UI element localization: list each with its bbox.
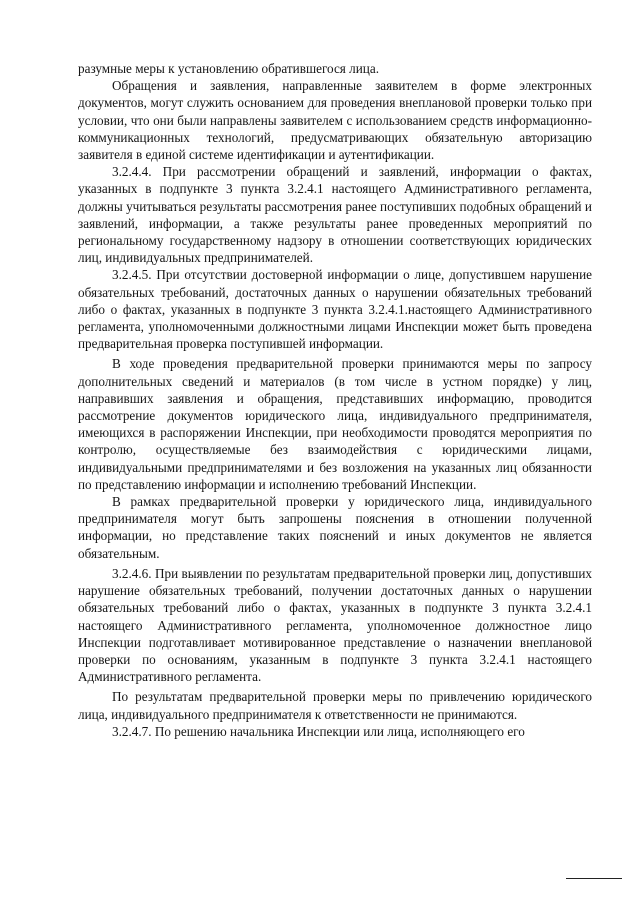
paragraph-preliminary-check-measures: В ходе проведения предварительной проверки принимаются меры по запросу дополнительных сведений и материалов (в том числе в устном порядке) у лиц, направивших заявления и обращения, представивших информацию, проводится рассмотрение документов юридического лица, индивидуального предпринимателя, имеющихся в распоряжении Инспекции, при необходимости проводятся мероприятия по контролю, осуществляемые без взаимодействия с юридическими лицами, индивидуальными предпринимателями и без возложения на указанных лиц обязанности по представлению информации и исполнению требований Инспекции. [78, 356, 592, 492]
paragraph-3-2-4-5: 3.2.4.5. При отсутствии достоверной информации о лице, допустившем нарушение обязательных требований, достаточных данных о нарушении обязательных требований либо о фактах, указанных в подпункте 3 пункта 3.2.4.1.настоящего Административного регламента, уполномоченными должностными лицами Инспекции может быть проведена предварительная проверка поступившей информации. [78, 267, 592, 352]
paragraph-electronic-appeals: Обращения и заявления, направленные заявителем в форме электронных документов, могут служить основанием для проведения внеплановой проверки только при условии, что они были направлены заявителем с использованием средств информационно-коммуникационных технологий, предусматривающих обязательную авторизацию заявителя в единой системе идентификации и аутентификации. [78, 78, 592, 163]
paragraph-3-2-4-6: 3.2.4.6. При выявлении по результатам предварительной проверки лиц, допустивших нарушение обязательных требований, получении достаточных данных о нарушении обязательных требований либо о фактах, указанных в подпункте 3 пункта 3.2.4.1 настоящего Административного регламента, уполномоченное должностное лицо Инспекции подготавливает мотивированное представление о назначении внеплановой проверки по основаниям, указанным в подпункте 3 пункта 3.2.4.1 настоящего Административного регламента. [78, 565, 592, 685]
footer-rule [566, 878, 622, 879]
document-body [78, 60, 592, 740]
paragraph-3-2-4-4: 3.2.4.4. При рассмотрении обращений и заявлений, информации о фактах, указанных в подпункте 3 пункта 3.2.4.1 настоящего Административного регламента, должны учитываться результаты рассмотрения ранее поступивших подобных обращений и заявлений, информации, а также результаты ранее проведенных мероприятий по региональному государственному надзору в отношении соответствующих юридических лиц, индивидуальных предпринимателей. [78, 164, 592, 266]
paragraph-explanations-request: В рамках предварительной проверки у юридического лица, индивидуального предпринимателя могут быть запрошены пояснения в отношении полученной информации, но представление таких пояснений и иных документов не является обязательным. [78, 494, 592, 561]
paragraph-3-2-4-7: 3.2.4.7. По решению начальника Инспекции или лица, исполняющего его [112, 723, 525, 739]
paragraph-no-liability-measures: По результатам предварительной проверки меры по привлечению юридического лица, индивидуального предпринимателя к ответственности не принимаются. [78, 689, 592, 722]
paragraph-continuation: разумные меры к установлению обратившегося лица. [78, 61, 380, 76]
